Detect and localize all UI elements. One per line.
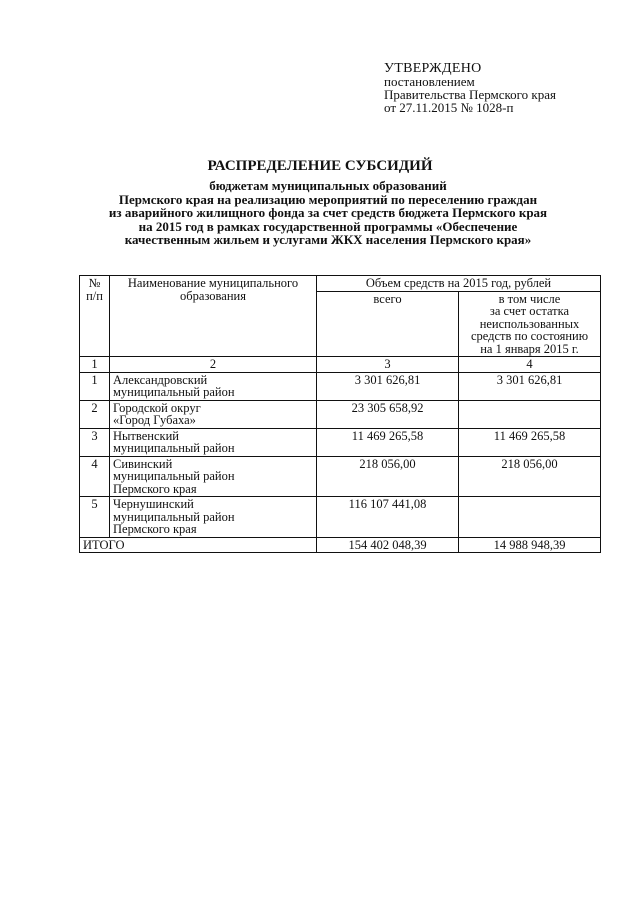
header-total: всего <box>317 291 459 357</box>
row-num: 3 <box>80 428 110 456</box>
table-header-row <box>80 276 601 292</box>
row-num: 4 <box>80 456 110 497</box>
row-num: 2 <box>80 400 110 428</box>
approval-line-1: постановлением <box>384 74 475 89</box>
subsidy-table <box>79 275 601 553</box>
row-total: 3 301 626,81 <box>317 372 459 400</box>
table-row <box>80 400 601 428</box>
header-num: № п/п <box>80 276 110 357</box>
row-name: Нытвенский муниципальный район <box>110 428 317 456</box>
column-number: 1 <box>80 357 110 373</box>
header-volume: Объем средств на 2015 год, рублей <box>317 276 601 292</box>
row-total: 11 469 265,58 <box>317 428 459 456</box>
row-unused <box>459 497 601 538</box>
row-total: 218 056,00 <box>317 456 459 497</box>
header-unused: в том числе за счет остатка неиспользованных средств по состоянию на 1 января 2015 г. <box>459 291 601 357</box>
column-number-row <box>80 357 601 373</box>
table-row <box>80 497 601 538</box>
total-sum: 154 402 048,39 <box>317 537 459 553</box>
total-unused: 14 988 948,39 <box>459 537 601 553</box>
row-unused <box>459 400 601 428</box>
row-num: 5 <box>80 497 110 538</box>
approval-stamp <box>384 62 556 114</box>
row-total: 23 305 658,92 <box>317 400 459 428</box>
total-row <box>80 537 601 553</box>
table-row <box>80 456 601 497</box>
column-number: 4 <box>459 357 601 373</box>
document-title: РАСПРЕДЕЛЕНИЕ СУБСИДИЙ <box>207 158 433 174</box>
row-unused: 218 056,00 <box>459 456 601 497</box>
row-unused: 11 469 265,58 <box>459 428 601 456</box>
subtitle-line: на 2015 год в рамках государственной программы «Обеспечение <box>138 218 518 234</box>
approval-line-3: от 27.11.2015 № 1028-п <box>384 100 514 115</box>
row-name: Чернушинский муниципальный район Пермского края <box>110 497 317 538</box>
total-label: ИТОГО <box>80 537 317 553</box>
row-name: Александровский муниципальный район <box>110 372 317 400</box>
subtitle-line: Пермского края на реализацию мероприятий по переселению граждан <box>118 191 538 207</box>
row-unused: 3 301 626,81 <box>459 372 601 400</box>
approval-heading: УТВЕРЖДЕНО <box>384 61 482 76</box>
table-row <box>80 428 601 456</box>
document-subtitle <box>78 179 578 247</box>
header-name: Наименование муниципального образования <box>110 276 317 357</box>
row-num: 1 <box>80 372 110 400</box>
row-name: Сивинский муниципальный район Пермского края <box>110 456 317 497</box>
subtitle-line: из аварийного жилищного фонда за счет средств бюджета Пермского края <box>108 205 548 220</box>
approval-line-2: Правительства Пермского края <box>384 87 556 102</box>
subtitle-line: бюджетам муниципальных образований <box>209 178 447 193</box>
row-name: Городской округ «Город Губаха» <box>110 400 317 428</box>
table-row <box>80 372 601 400</box>
row-total: 116 107 441,08 <box>317 497 459 538</box>
subtitle-line: качественным жильем и услугами ЖКХ населения Пермского края» <box>124 232 532 247</box>
column-number: 3 <box>317 357 459 373</box>
column-number: 2 <box>110 357 317 373</box>
